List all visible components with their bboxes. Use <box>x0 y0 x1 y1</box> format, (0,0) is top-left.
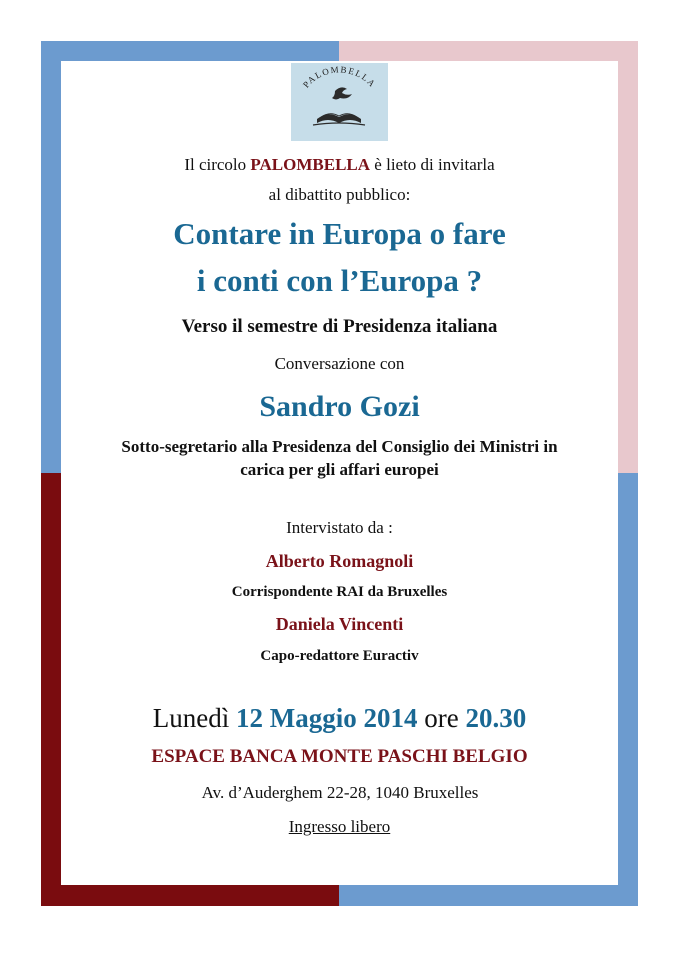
org-name: PALOMBELLA <box>250 155 371 174</box>
intro-before: Il circolo <box>184 155 247 174</box>
intro-after: è lieto di invitarla <box>374 155 495 174</box>
event-ore: ore <box>424 703 459 733</box>
event-entry: Ingresso libero <box>288 817 391 836</box>
speaker-role-line-2: carica per gli affari europei <box>240 460 439 479</box>
intro-line-1 <box>61 155 618 175</box>
event-datetime <box>61 703 618 734</box>
event-date: 12 Maggio 2014 <box>236 703 418 733</box>
conversation-label: Conversazione con <box>274 354 405 373</box>
interviewer-2-role: Capo-redattore Euractiv <box>260 648 419 664</box>
event-venue: ESPACE BANCA MONTE PASCHI BELGIO <box>151 746 528 767</box>
open-book-with-dove-icon <box>291 63 388 141</box>
event-address: Av. d’Auderghem 22-28, 1040 Bruxelles <box>201 783 479 802</box>
event-time: 20.30 <box>465 703 527 733</box>
interviewer-1-role: Corrispondente RAI da Bruxelles <box>231 584 448 600</box>
title-line-2: i conti con l’Europa ? <box>196 263 483 298</box>
interviewed-label: Intervistato da : <box>286 518 393 537</box>
interviewer-2-name: Daniela Vincenti <box>275 614 404 634</box>
event-day: Lunedì <box>152 703 230 733</box>
logo-text: PALOMBELLA <box>300 64 379 90</box>
palombella-logo <box>291 63 388 141</box>
speaker-name: Sandro Gozi <box>259 390 420 423</box>
speaker-role-line-1: Sotto-segretario alla Presidenza del Consiglio dei Ministri in <box>121 437 558 456</box>
interviewer-1-name: Alberto Romagnoli <box>265 551 414 571</box>
subtitle: Verso il semestre di Presidenza italiana <box>181 316 498 337</box>
intro-line-2: al dibattito pubblico: <box>268 185 411 204</box>
title-line-1: Contare in Europa o fare <box>173 216 506 251</box>
